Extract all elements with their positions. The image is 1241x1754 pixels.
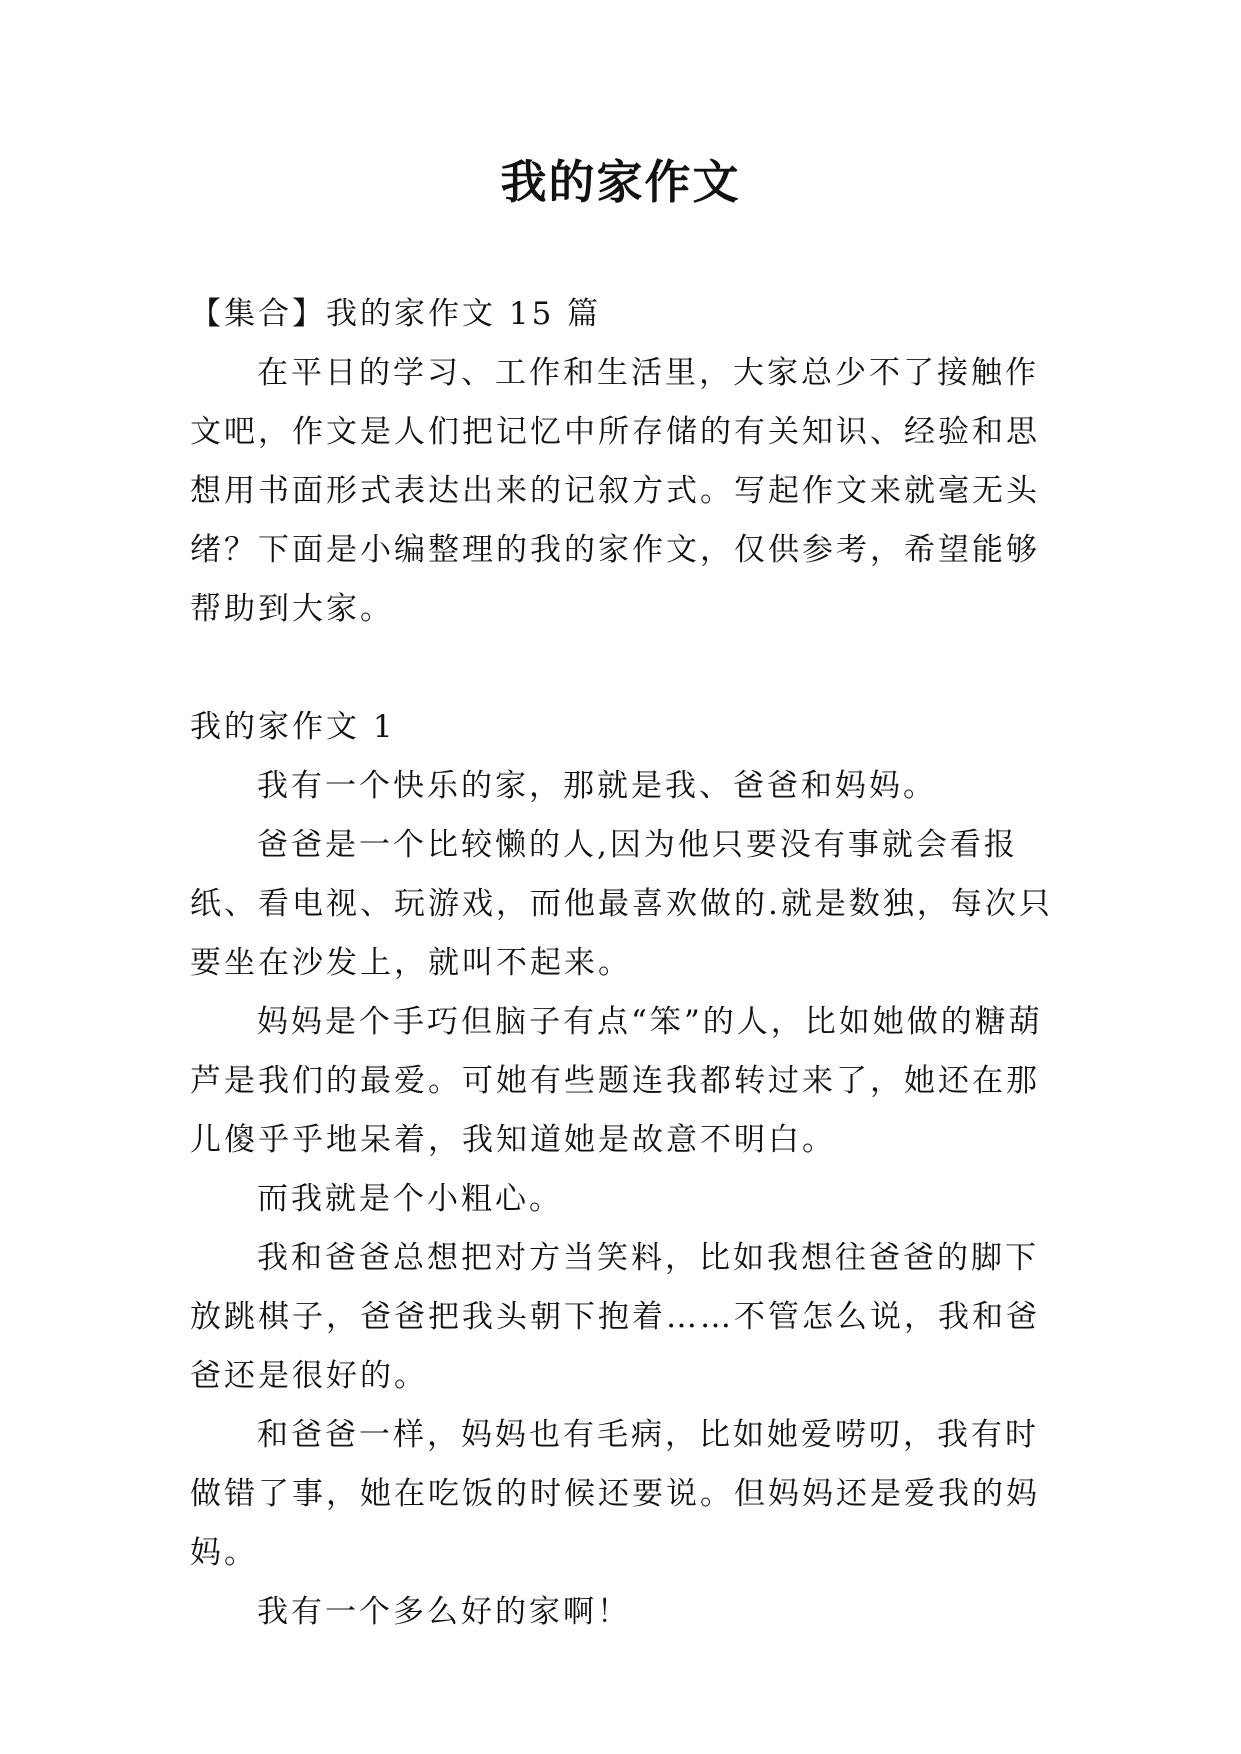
essay-paragraph: 和爸爸一样，妈妈也有毛病，比如她爱唠叨，我有时做错了事，她在吃饭的时候还要说。但妈妈还是爱我的妈妈。 [190, 1417, 1040, 1571]
essay-paragraph: 我和爸爸总想把对方当笑料，比如我想往爸爸的脚下放跳棋子，爸爸把我头朝下抱着……不管怎么说，我和爸爸还是很好的。 [190, 1240, 1040, 1394]
essay-paragraph: 妈妈是个手巧但脑子有点“笨”的人，比如她做的糖葫芦是我们的最爱。可她有些题连我都转过来了，她还在那儿傻乎乎地呆着，我知道她是故意不明白。 [190, 1004, 1043, 1158]
essay-paragraph: 我有一个多么好的家啊！ [257, 1594, 631, 1630]
section-spacer [190, 639, 1070, 698]
essay-paragraph: 而我就是个小粗心。 [257, 1181, 563, 1217]
document-title: 我的家作文 [500, 155, 741, 209]
essay-heading: 我的家作文 1 [190, 709, 396, 745]
collection-heading: 【集合】我的家作文 15 篇 [190, 296, 602, 332]
document-body [190, 285, 1070, 1642]
intro-paragraph: 在平日的学习、工作和生活里，大家总少不了接触作文吧，作文是人们把记忆中所存储的有关知识、经验和思想用书面形式表达出来的记叙方式。写起作文来就毫无头绪？下面是小编整理的我的家作文，仅供参考，希望能够帮助到大家。 [190, 355, 1040, 627]
essay-paragraph: 我有一个快乐的家，那就是我、爸爸和妈妈。 [257, 768, 937, 804]
essay-paragraph: 爸爸是一个比较懒的人,因为他只要没有事就会看报纸、看电视、玩游戏，而他最喜欢做的.就是数独，每次只要坐在沙发上，就叫不起来。 [190, 827, 1053, 981]
